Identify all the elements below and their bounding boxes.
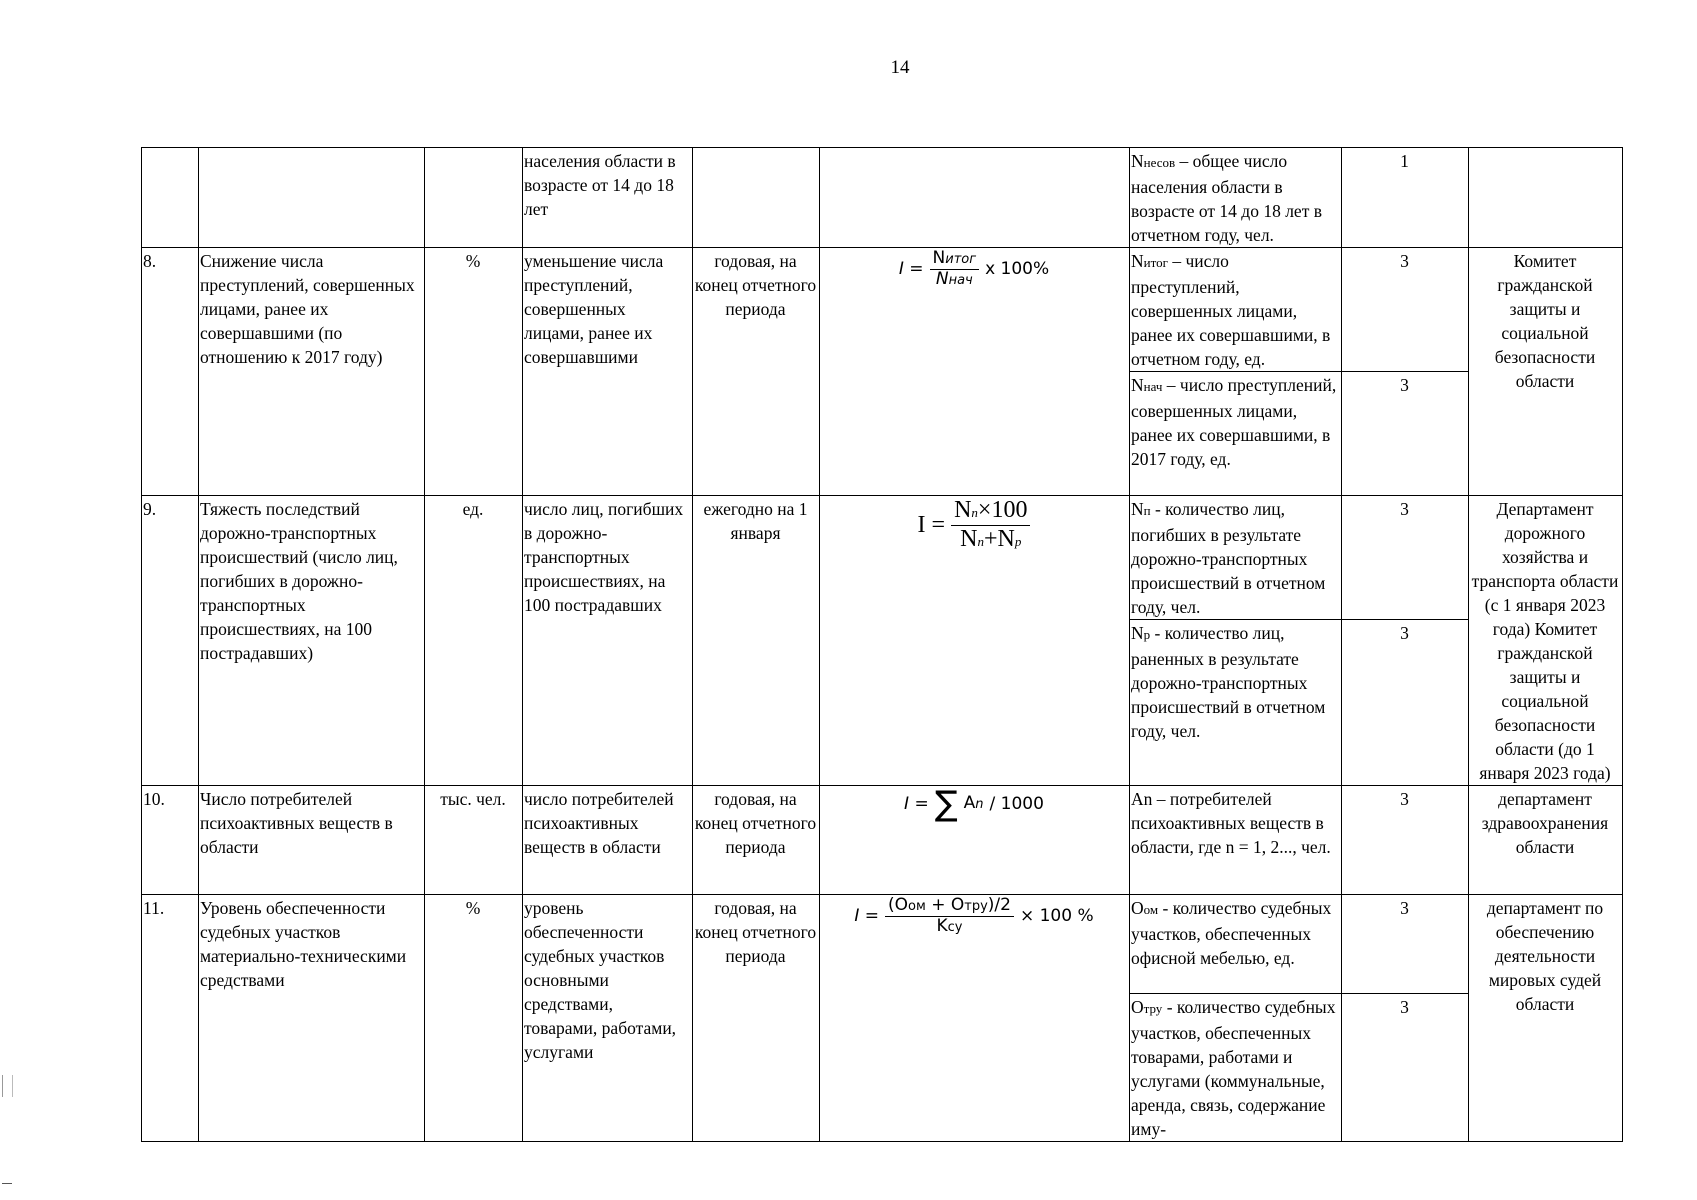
component-code: 3: [1342, 895, 1469, 994]
component-subscript: несов: [1143, 155, 1176, 170]
component-code: 3: [1342, 620, 1469, 786]
component-subscript: тру: [1143, 1001, 1163, 1016]
reporting-period: годовая, на конец отчетного периода: [693, 786, 820, 895]
indicator-definition: уровень обеспеченности судебных участков основными средствами, товарами, работами, услугами: [523, 895, 693, 1142]
component-code: 1: [1342, 148, 1469, 248]
table-row: [142, 248, 1623, 372]
indicator-formula: [820, 786, 1130, 895]
reporting-period: годовая, на конец отчетного периода: [693, 248, 820, 496]
denominator-symbol: N: [935, 268, 949, 289]
numerator-sub2: тру: [964, 899, 988, 914]
formula-suffix: / 1000: [989, 794, 1044, 814]
component-desc: – число преступлений, совершенных лицами, ранее их совершавшими, в отчетном году, ед.: [1131, 251, 1331, 369]
formula-lhs: I =: [904, 794, 929, 814]
numerator-subscript: итог: [945, 252, 977, 267]
component-desc: An – потребителей психоактивных веществ в области, где n = 1, 2..., чел.: [1131, 789, 1331, 857]
formula-denominator: [957, 526, 1024, 554]
indicator-formula: [820, 895, 1130, 1142]
numerator-symbol: N: [932, 248, 946, 268]
responsible-body: Комитет гражданской защиты и социальной безопасности области: [1469, 248, 1623, 496]
formula-numerator: [951, 497, 1030, 526]
formula-lhs: I =: [854, 906, 880, 927]
term-symbol: A: [963, 793, 976, 813]
formula-expression: [854, 896, 1093, 936]
component-code: 3: [1342, 786, 1469, 895]
indicator-definition: уменьшение числа преступлений, совершенных лицами, ранее их совершавшими: [523, 248, 693, 496]
indicator-name: Снижение числа преступлений, совершенных лицами, ранее их совершавшими (по отношению к 2017 году): [199, 248, 425, 496]
component-desc: - количество судебных участков, обеспеченных товарами, работами и услугами (коммунальные, аренда, связь, содержание иму-: [1131, 997, 1336, 1139]
table-row: [142, 895, 1623, 994]
component-code: 3: [1342, 994, 1469, 1142]
component-description: [1130, 248, 1342, 372]
component-desc: – число преступлений, совершенных лицами, ранее их совершавшими, в 2017 году, ед.: [1131, 375, 1337, 469]
reporting-period: ежегодно на 1 января: [693, 496, 820, 786]
component-code: 3: [1342, 248, 1469, 372]
indicator-definition: число лиц, погибших в дорожно-транспортных происшествиях, на 100 пострадавших: [523, 496, 693, 786]
numerator-tail: ×100: [977, 497, 1028, 523]
component-symbol: O: [1131, 898, 1144, 918]
component-subscript: р: [1143, 627, 1151, 642]
reporting-period: годовая, на конец отчетного периода: [693, 895, 820, 1142]
component-text: [1131, 997, 1335, 1139]
formula-suffix: x 100%: [985, 259, 1050, 280]
table-body: [142, 148, 1623, 1142]
numerator-subscript: n: [971, 505, 978, 520]
denominator-b-subscript: p: [1014, 533, 1022, 549]
responsible-body: департамент по обеспечению деятельности мировых судей области: [1469, 895, 1623, 1142]
formula-denominator: [933, 270, 976, 290]
denominator-b: +N: [983, 525, 1015, 552]
component-symbol: N: [1131, 499, 1144, 519]
indicator-formula: [820, 248, 1130, 496]
formula-denominator: [934, 917, 966, 937]
row-number: 11.: [142, 895, 199, 1142]
component-description: [1130, 496, 1342, 620]
reporting-period: [693, 148, 820, 248]
table-row: [142, 496, 1623, 620]
formula-suffix: × 100 %: [1019, 906, 1094, 927]
component-desc: - количество лиц, погибших в результате дорожно-транспортных происшествий в отчетном году, чел.: [1131, 499, 1326, 617]
component-desc: - количество судебных участков, обеспеченных офисной мебелью, ед.: [1131, 898, 1332, 968]
responsible-body: Департамент дорожного хозяйства и транспорта области (с 1 января 2023 года) Комитет гражданской защиты и социальной безопасности области (до 1 января 2023 года): [1469, 496, 1623, 786]
numerator-sub1: ом: [908, 899, 926, 914]
component-description: [1130, 994, 1342, 1142]
formula-fraction: [930, 249, 980, 289]
denominator-a: N: [960, 525, 978, 552]
component-code: 3: [1342, 496, 1469, 620]
indicator-definition: населения области в возрасте от 14 до 18 лет: [523, 148, 693, 248]
formula-expression: [899, 249, 1049, 289]
formula-term: [964, 791, 984, 817]
scan-artifact-line: [2, 1183, 12, 1184]
component-text: [1131, 375, 1336, 469]
component-description: [1130, 786, 1342, 895]
numerator-open: (O: [888, 895, 909, 915]
formula-fraction: [951, 497, 1030, 553]
row-number: 8.: [142, 248, 199, 496]
row-number: [142, 148, 199, 248]
component-desc: - количество лиц, раненных в результате дорожно-транспортных происшествий в отчетном году, чел.: [1131, 623, 1326, 741]
indicator-name: [199, 148, 425, 248]
component-symbol: N: [1131, 251, 1144, 271]
denominator-subscript: су: [947, 919, 963, 935]
formula-numerator: [930, 249, 980, 270]
unit-of-measure: [425, 148, 523, 248]
formula-expression: [904, 785, 1044, 824]
table-row: [142, 148, 1623, 248]
component-description: [1130, 372, 1342, 496]
component-text: [1131, 789, 1331, 857]
formula-lhs: I =: [917, 512, 946, 539]
indicators-table: [141, 147, 1623, 1142]
denominator-a-subscript: n: [977, 533, 984, 549]
component-symbol: N: [1131, 623, 1144, 643]
page-number: 14: [890, 57, 910, 78]
scan-artifact: [2, 1075, 13, 1097]
component-subscript: итог: [1143, 255, 1168, 270]
component-text: [1131, 251, 1330, 369]
unit-of-measure: ед.: [425, 496, 523, 786]
component-code: 3: [1342, 372, 1469, 496]
component-subscript: ом: [1143, 902, 1159, 917]
component-symbol: N: [1131, 375, 1144, 395]
row-number: 10.: [142, 786, 199, 895]
row-number: 9.: [142, 496, 199, 786]
unit-of-measure: %: [425, 248, 523, 496]
denominator-subscript: нач: [948, 272, 973, 288]
component-text: [1131, 151, 1322, 245]
indicator-definition: число потребителей психоактивных веществ в области: [523, 786, 693, 895]
unit-of-measure: тыс. чел.: [425, 786, 523, 895]
component-desc: – общее число населения области в возрасте от 14 до 18 лет в отчетном году, чел.: [1131, 151, 1322, 245]
component-subscript: п: [1143, 503, 1151, 518]
formula-numerator: [885, 896, 1014, 917]
numerator-tail: )/2: [987, 895, 1011, 915]
component-text: [1131, 898, 1331, 968]
component-description: [1130, 620, 1342, 786]
component-text: [1131, 623, 1325, 741]
indicator-name: Число потребителей психоактивных веществ в области: [199, 786, 425, 895]
unit-of-measure: %: [425, 895, 523, 1142]
sigma-symbol: ∑: [934, 785, 958, 824]
responsible-body: [1469, 148, 1623, 248]
numerator-mid: + O: [925, 895, 965, 915]
formula-fraction: [885, 896, 1014, 936]
indicator-formula: [820, 148, 1130, 248]
responsible-body: департамент здравоохранения области: [1469, 786, 1623, 895]
table-row: [142, 786, 1623, 895]
component-description: [1130, 148, 1342, 248]
numerator-symbol: N: [954, 497, 972, 523]
term-subscript: n: [975, 797, 984, 812]
formula-lhs: I =: [898, 259, 924, 280]
component-symbol: O: [1131, 997, 1144, 1017]
indicator-name: Уровень обеспеченности судебных участков материально-техническими средствами: [199, 895, 425, 1142]
component-description: [1130, 895, 1342, 994]
indicator-name: Тяжесть последствий дорожно-транспортных происшествий (число лиц, погибших в дорожно-транспортных происшествиях, на 100 пострадавших): [199, 496, 425, 786]
component-text: [1131, 499, 1325, 617]
formula-expression: [918, 497, 1031, 553]
denominator-symbol: K: [936, 915, 948, 936]
component-symbol: N: [1131, 151, 1144, 171]
component-subscript: нач: [1143, 379, 1163, 394]
indicator-formula: [820, 496, 1130, 786]
